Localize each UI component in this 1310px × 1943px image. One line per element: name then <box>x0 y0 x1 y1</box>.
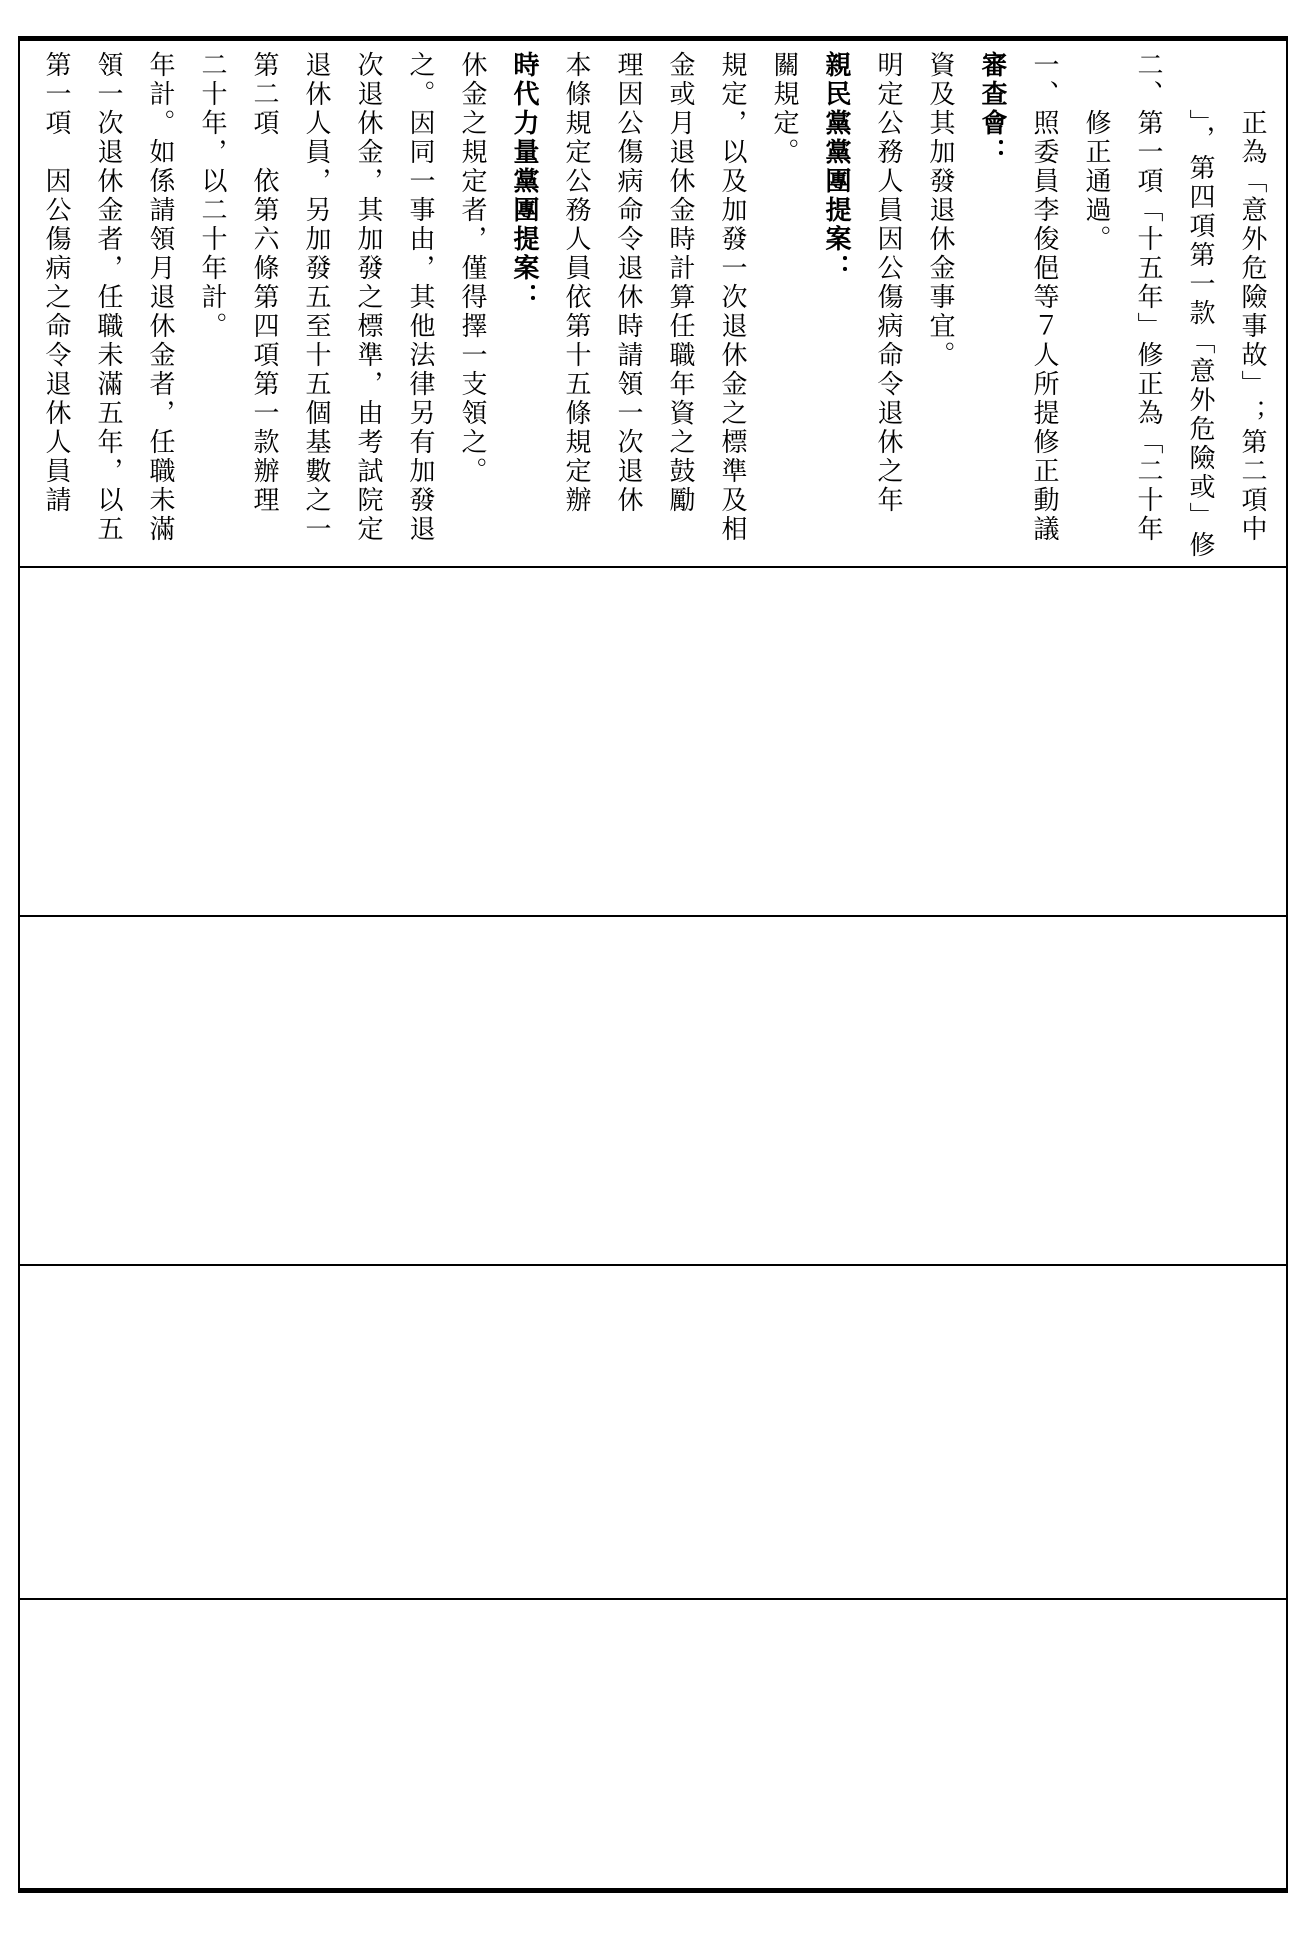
text-column: 修正通過。 <box>1081 51 1111 254</box>
text-column: 金或月退休金時計算任職年資之鼓勵 <box>665 51 695 515</box>
heading-column: 審查會： <box>977 51 1007 167</box>
table-bottom-border <box>18 1888 1288 1893</box>
table-right-border <box>1286 36 1288 1893</box>
text-column: 第一項 因公傷病之命令退休人員請 <box>41 51 71 515</box>
explanation-cell <box>20 41 1286 566</box>
text-column: 之。因同一事由，其他法律另有加發退 <box>405 51 435 544</box>
text-column: 領一次退休金者，任職未滿五年，以五 <box>93 51 123 544</box>
heading-column: 時代力量黨團提案： <box>509 51 539 312</box>
text-column: 第二項 依第六條第四項第一款辦理 <box>249 51 279 515</box>
empty-cell <box>20 1266 1286 1598</box>
empty-cell <box>20 917 1286 1264</box>
text-column: 明定公務人員因公傷病命令退休之年 <box>873 51 903 515</box>
text-column: 一、照委員李俊俋等７人所提修正動議 <box>1029 51 1059 544</box>
text-column: 二、第一項「十五年」修正為「二十年 <box>1133 51 1163 544</box>
text-column: 關規定。 <box>769 51 799 167</box>
text-column: 」，第四項第一款「意外危險或」修 <box>1185 51 1215 560</box>
empty-cell <box>20 1600 1286 1888</box>
text-column: 年計。如係請領月退休金者，任職未滿 <box>145 51 175 544</box>
text-column: 正為「意外危險事故」；第二項中 <box>1237 51 1267 544</box>
text-column: 理因公傷病命令退休時請領一次退休 <box>613 51 643 515</box>
text-column: 休金之規定者，僅得擇一支領之。 <box>457 51 487 486</box>
text-column: 二十年，以二十年計。 <box>197 51 227 341</box>
text-column: 退休人員，另加發五至十五個基數之一 <box>301 51 331 544</box>
heading-column: 親民黨黨團提案： <box>821 51 851 283</box>
text-column: 次退休金，其加發之標準，由考試院定 <box>353 51 383 544</box>
text-column: 規定，以及加發一次退休金之標準及相 <box>717 51 747 544</box>
empty-cell <box>20 568 1286 915</box>
text-column: 資及其加發退休金事宜。 <box>925 51 955 370</box>
text-column: 本條規定公務人員依第十五條規定辦 <box>561 51 591 515</box>
